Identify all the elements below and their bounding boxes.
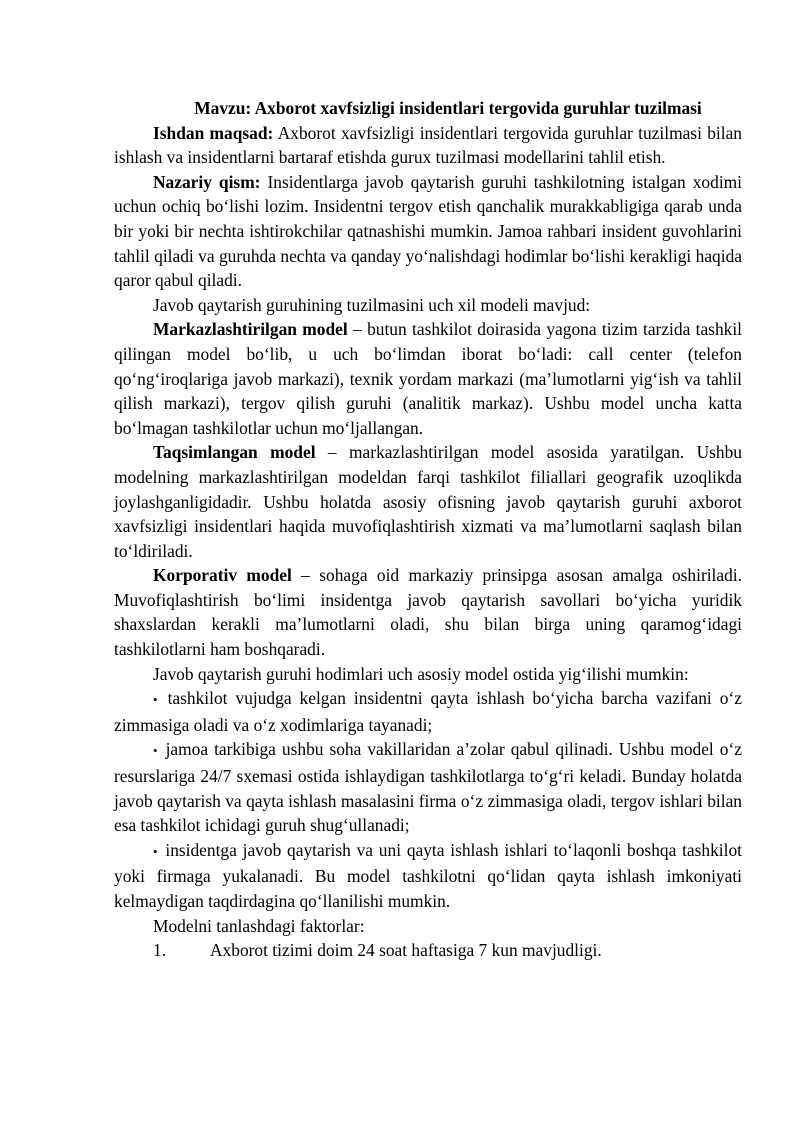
item-text: Axborot tizimi doim 24 soat haftasiga 7 kun mavjudligi.	[210, 940, 602, 961]
goal-label: Ishdan maqsad:	[153, 122, 274, 143]
theory-text: Insidentlarga javob qaytarish guruhi tashkilotning istalgan xodimi uchun ochiq bo‘lishi lozim. Insidentni tergov etish qanchalik murakkabligiga qarab unda bir yoki bir nechta ishtirokchilar qatnashishi mumkin. Jamoa rahbari insident guvohlarini tahlil qiladi va guruhda nechta va qanday yo‘nalishdagi hodimlar bo‘lishi kerakligi haqida qaror qabul qiladi.	[114, 171, 743, 291]
bullet-text: jamoa tarkibiga ushbu soha vakillaridan a’zolar qabul qilinadi. Ushbu model o‘z resurslariga 24/7 sxemasi ostida ishlaydigan tashkilotlarga to‘g‘ri keladi. Bunday holatda javob qaytarish va qayta ishlash masalasini firma o‘z zimmasiga oladi, tergov ishlari bilan esa tashkilot ichidagi guruh shug‘ullanadi;	[114, 739, 742, 836]
theory-label: Nazariy qism:	[153, 171, 261, 192]
centralized-model-paragraph	[114, 317, 742, 440]
distributed-model-text: – markazlashtirilgan model asosida yaratilgan. Ushbu modelning markazlashtirilgan modeldan farqi tashkilot filiallari geografik uzoqlikda joylashganligidadir. Ushbu holatda asosiy ofisning javob qaytarish guruhi axborot xavfsizligi insidentlari haqida muvofiqlashtirish xizmati va ma’lumotlarni saqlash bilan to‘ldiriladi.	[114, 442, 742, 561]
list-item	[114, 838, 742, 914]
list-item	[114, 686, 742, 737]
theory-paragraph	[114, 170, 742, 293]
goal-text: Axborot xavfsizligi insidentlari tergovida guruhlar tuzilmasi bilan ishlash va insidentlarni bartaraf etishda gurux tuzilmasi modellarini tahlil etish.	[114, 122, 742, 168]
corporate-model-paragraph	[114, 563, 742, 661]
bullet-text: insidentga javob qaytarish va uni qayta ishlash ishlari to‘laqonli boshqa tashkilot yoki firmaga yukalanadi. Bu model tashkilotni qo‘lidan qayta ishlash imkoniyati kelmaydigan taqdirdagina qo‘llanilishi mumkin.	[114, 839, 742, 911]
staff-intro: Javob qaytarish guruhi hodimlari uch asosiy model ostida yig‘ilishi mumkin:	[153, 663, 689, 684]
models-intro: Javob qaytarish guruhining tuzilmasini uch xil modeli mavjud:	[153, 294, 591, 315]
bullet-text: tashkilot vujudga kelgan insidentni qayta ishlash bo‘yicha barcha vazifani o‘z zimmasiga oladi va o‘z xodimlariga tayanadi;	[114, 688, 742, 735]
goal-paragraph	[114, 121, 742, 170]
document-title: Mavzu: Axborot xavfsizligi insidentlari tergovida guruhlar tuzilmasi	[194, 98, 702, 118]
item-number: 1.	[153, 940, 167, 961]
centralized-model-label: Markazlashtirilgan model	[153, 319, 348, 340]
corporate-model-label: Korporativ model	[153, 565, 292, 586]
centralized-model-text: – butun tashkilot doirasida yagona tizim tarzida tashkil qilingan model bo‘lib, u uch bo‘limdan iborat bo‘ladi: call center (telefon qo‘ng‘iroqlariga javob markazi), texnik yordam markazi (ma’lumotlarni yig‘ish va tahlil qilish markazi), tergov qilish guruhi (analitik markaz). Ushbu model uncha katta bo‘lmagan tashkilotlar uchun mo‘ljallangan.	[114, 319, 743, 438]
list-item	[114, 737, 742, 837]
numbered-item	[114, 938, 742, 963]
factors-intro: Modelni tanlashdagi faktorlar:	[153, 915, 365, 936]
distributed-model-paragraph	[114, 440, 742, 563]
distributed-model-label: Taqsimlangan model	[153, 442, 316, 463]
corporate-model-text: – sohaga oid markaziy prinsipga asosan amalga oshiriladi. Muvofiqlashtirish bo‘limi insidentga javob qaytarish savollari bo‘yicha yuridik shaxslardan kerakli ma’lumotlarni oladi, shu bilan birga uning qaramog‘idagi tashkilotlarni ham boshqaradi.	[114, 565, 742, 660]
document-page	[114, 96, 742, 963]
bullet-icon: •	[153, 843, 158, 859]
bullet-icon: •	[153, 692, 158, 708]
bullet-icon: •	[153, 743, 158, 759]
